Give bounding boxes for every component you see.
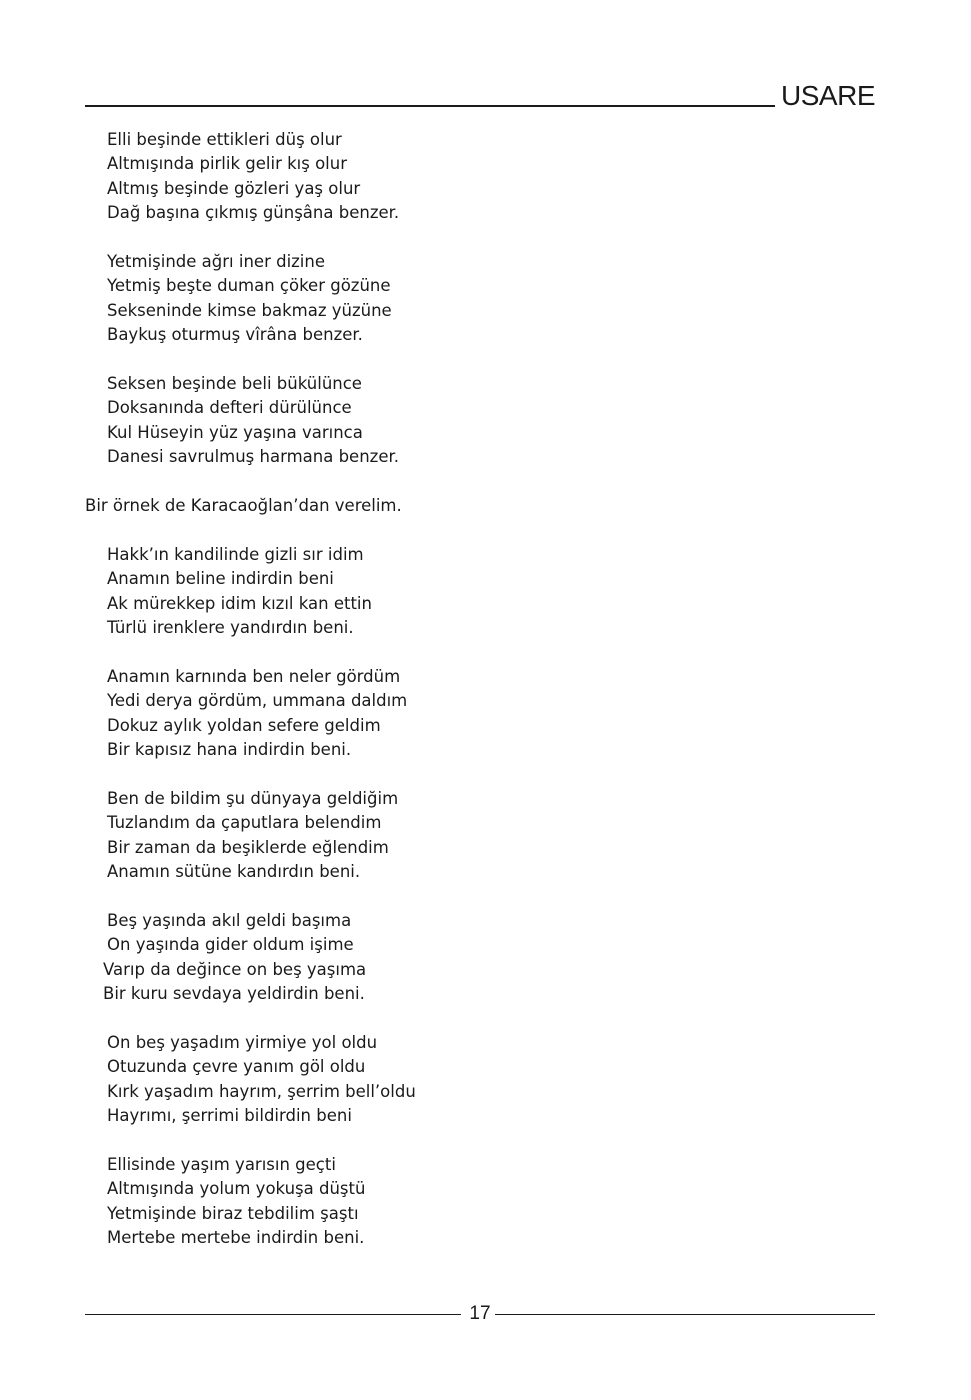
poem-line: Bir zaman da beşiklerde eğlendim (107, 837, 389, 857)
poem-line: Yetmişinde biraz tebdilim şaştı (107, 1203, 359, 1223)
poem-line: Bir kuru sevdaya yeldirdin beni. (103, 984, 365, 1004)
prose-paragraph: Bir örnek de Karacaoğlan’dan verelim. (85, 496, 402, 516)
poem-line: On yaşında gider oldum işime (107, 935, 354, 955)
poem-line: Hakk’ın kandilinde gizli sır idim (107, 544, 364, 564)
poem-line: Otuzunda çevre yanım göl oldu (107, 1057, 366, 1077)
poem-line: Anamın sütüne kandırdın beni. (107, 862, 361, 882)
poem-stanza (85, 250, 785, 348)
poem-line: Bir kapısız hana indirdin beni. (107, 740, 352, 760)
poem-line: Tuzlandım da çaputlara belendim (107, 813, 382, 833)
footer-rule-right (495, 1314, 875, 1315)
page-number: 17 (469, 1303, 491, 1324)
poem-line: Dağ başına çıkmış günşâna benzer. (107, 203, 400, 223)
poem-line: Kul Hüseyin yüz yaşına varınca (107, 422, 363, 442)
poem-line: Elli beşinde ettikleri düş olur (107, 130, 342, 149)
poem-line: Yetmişinde ağrı iner dizine (107, 252, 326, 272)
poem-line: Varıp da değince on beş yaşıma (103, 959, 367, 979)
poem-stanza (85, 1031, 785, 1129)
poem-line: Hayrımı, şerrimi bildirdin beni (107, 1106, 352, 1126)
poem-stanza (85, 543, 785, 641)
poem-line: Altmışında yolum yokuşa düştü (107, 1179, 366, 1199)
poem-stanza (85, 372, 785, 470)
poem-line: Kırk yaşadım hayrım, şerrim bell’oldu (107, 1081, 416, 1101)
poem-line: Anamın karnında ben neler gördüm (107, 666, 401, 686)
poem-stanza (85, 909, 785, 1007)
poem-line: Altmış beşinde gözleri yaş olur (107, 178, 361, 198)
poem-line: Sekseninde kimse bakmaz yüzüne (107, 300, 392, 320)
poem-line: Doksanında defteri dürülünce (107, 398, 352, 418)
poem-line: Yetmiş beşte duman çöker gözüne (107, 276, 391, 296)
poem-line: Ak mürekkep idim kızıl kan ettin (107, 593, 372, 613)
poem-stanza (85, 128, 785, 226)
poem-line: Ellisinde yaşım yarısın geçti (107, 1154, 336, 1174)
journal-title: USARE (781, 80, 875, 111)
poem-line: Altmışında pirlik gelir kış olur (107, 154, 347, 174)
page-header (85, 80, 875, 110)
poem-line: Anamın beline indirdin beni (107, 569, 334, 589)
poem-stanza (85, 1153, 785, 1251)
poem-stanza (85, 665, 785, 763)
poem-line: Ben de bildim şu dünyaya geldiğim (107, 788, 399, 808)
poem-line: Baykuş oturmuş vîrâna benzer. (107, 325, 363, 345)
poem-line: Mertebe mertebe indirdin beni. (107, 1228, 365, 1248)
footer-rule-left (85, 1314, 461, 1315)
poem-line: Türlü irenklere yandırdın beni. (107, 618, 354, 638)
page-content (85, 128, 785, 1275)
poem-line: Yedi derya gördüm, ummana daldım (107, 691, 408, 711)
poem-stanza (85, 787, 785, 885)
page-footer (85, 1303, 875, 1327)
poem-line: Beş yaşında akıl geldi başıma (107, 910, 352, 930)
header-rule (85, 105, 775, 107)
poem-line: On beş yaşadım yirmiye yol oldu (107, 1032, 378, 1052)
poem-line: Seksen beşinde beli bükülünce (107, 374, 362, 394)
poem-line: Danesi savrulmuş harmana benzer. (107, 447, 399, 467)
poem-line: Dokuz aylık yoldan sefere geldim (107, 715, 381, 735)
